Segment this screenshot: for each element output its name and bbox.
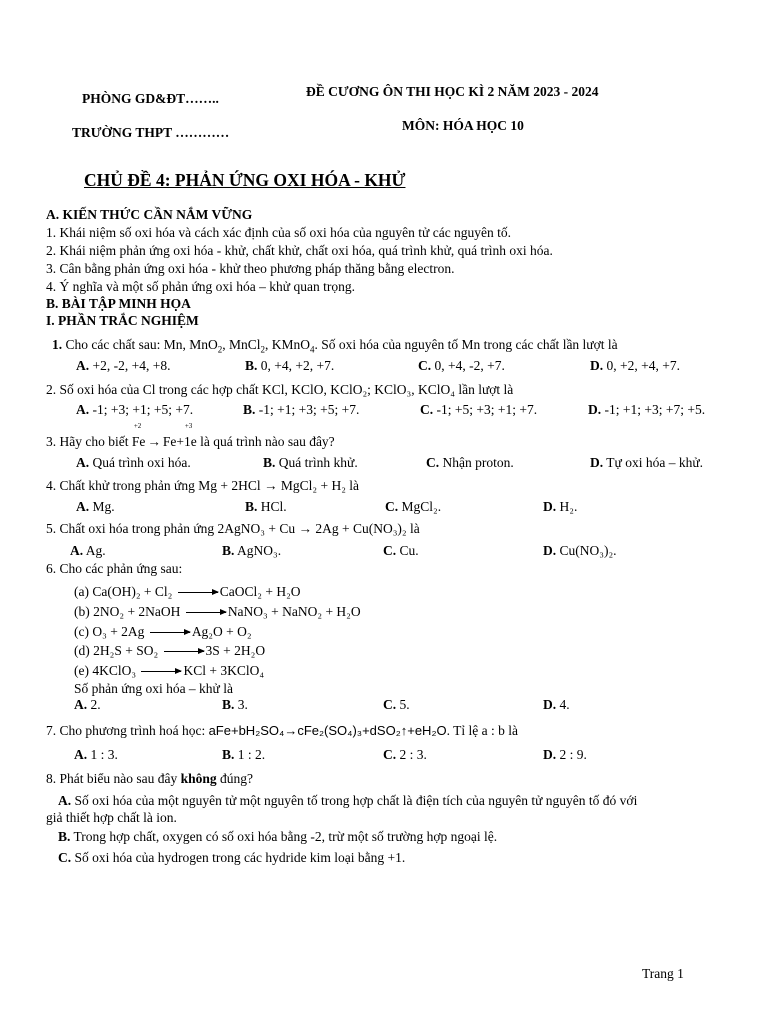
q3-option-b[interactable]: B. Quá trình khử. (263, 455, 358, 470)
topic-title: CHỦ ĐỀ 4: PHẢN ỨNG OXI HÓA - KHỬ (84, 170, 406, 190)
section-a-item: 2. Khái niệm phản ứng oxi hóa - khử, chất khử, chất oxi hóa, quá trình khử, quá trình oxi hóa. (46, 243, 553, 258)
arrow-icon (150, 632, 190, 633)
part-1-heading: I. PHẦN TRẮC NGHIỆM (46, 313, 199, 328)
q6-option-a[interactable]: A. 2. (74, 697, 101, 712)
question-1: 1. Cho các chất sau: Mn, MnO$_2$, MnCl$_2$, KMnO$_4$. Số oxi hóa của nguyên tố Mn trong các chất lần lượt là (52, 337, 618, 355)
q2-option-a[interactable]: A. -1; +3; +1; +5; +7. (76, 402, 194, 417)
section-b-heading: B. BÀI TẬP MINH HỌA (46, 296, 191, 311)
reaction-a: (a) Ca(OH)₂ + Cl₂ CaOCl₂ + H₂O (74, 584, 301, 599)
q4-option-b[interactable]: B. HCl. (245, 499, 287, 514)
question-8: 8. Phát biểu nào sau đây không đúng? (46, 771, 254, 786)
q3-option-c[interactable]: C. Nhận proton. (426, 455, 514, 470)
q7-option-d[interactable]: D. 2 : 9. (543, 747, 587, 762)
q6-option-d[interactable]: D. 4. (543, 697, 570, 712)
reaction-c: (c) O₃ + 2Ag Ag₂O + O₂ (74, 624, 252, 639)
arrow-icon (178, 592, 218, 593)
q5-option-b[interactable]: B. AgNO₃. (222, 543, 282, 558)
section-a-item: 3. Cân bằng phản ứng oxi hóa - khử theo phương pháp thăng bằng electron. (46, 261, 455, 276)
page-number: Trang 1 (642, 966, 684, 981)
q1-option-a[interactable]: A. +2, -2, +4, +8. (76, 358, 171, 373)
q6-option-b[interactable]: B. 3. (222, 697, 248, 712)
question-2: 2. Số oxi hóa của Cl trong các hợp chất KCl, KClO, KClO₂; KClO₃, KClO₄ lần lượt là (46, 382, 514, 397)
q3-option-a[interactable]: A. Quá trình oxi hóa. (76, 455, 191, 470)
q5-option-c[interactable]: C. Cu. (383, 543, 419, 558)
q6-option-c[interactable]: C. 5. (383, 697, 410, 712)
arrow-icon (164, 651, 204, 652)
question-6: 6. Cho các phản ứng sau: (46, 561, 183, 576)
section-a-heading: A. KIẾN THỨC CẦN NẮM VỮNG (46, 207, 253, 222)
q8-option-a[interactable]: A. Số oxi hóa của một nguyên tử một nguyên tố trong hợp chất là điện tích của nguyên tử nguyên tố đó với (58, 793, 638, 808)
arrow-icon (141, 671, 181, 672)
q8-option-c[interactable]: C. Số oxi hóa của hydrogen trong các hydride kim loại bằng +1. (58, 850, 406, 865)
section-a-item: 4. Ý nghĩa và một số phản ứng oxi hóa – khử quan trọng. (46, 279, 355, 294)
subject-label: MÔN: HÓA HỌC 10 (402, 118, 524, 133)
q4-option-a[interactable]: A. Mg. (76, 499, 115, 514)
department-label: PHÒNG GD&ĐT…….. (82, 91, 219, 106)
q8-option-a-cont: giả thiết hợp chất là ion. (46, 810, 177, 825)
q4-option-d[interactable]: D. H₂. (543, 499, 578, 514)
q7-option-b[interactable]: B. 1 : 2. (222, 747, 266, 762)
reaction-b: (b) 2NO₂ + 2NaOH NaNO₃ + NaNO₂ + H₂O (74, 604, 361, 619)
question-7: 7. Cho phương trình hoá học: aFe+bH₂SO₄→cFe₂(SO₄)₃+dSO₂↑+eH₂O. Tỉ lệ a : b là (46, 723, 518, 738)
q7-option-c[interactable]: C. 2 : 3. (383, 747, 427, 762)
reaction-d: (d) 2H₂S + SO₂ 3S + 2H₂O (74, 643, 266, 658)
school-label: TRƯỜNG THPT ………… (72, 125, 230, 140)
question-3: 3. Hãy cho biết +2 Fe → +3 Fe+1e là quá trình nào sau đây? (46, 422, 335, 449)
q4-option-c[interactable]: C. MgCl₂. (385, 499, 442, 514)
q7-equation: aFe+bH₂SO₄→cFe₂(SO₄)₃+dSO₂↑+eH₂O (208, 723, 447, 738)
q5-option-a[interactable]: A. Ag. (70, 543, 106, 558)
q8-option-b[interactable]: B. Trong hợp chất, oxygen có số oxi hóa bằng -2, trừ một số trường hợp ngoại lệ. (58, 829, 498, 844)
q1-option-d[interactable]: D. 0, +2, +4, +7. (590, 358, 680, 373)
q1-option-c[interactable]: C. 0, +4, -2, +7. (418, 358, 505, 373)
question-4: 4. Chất khử trong phản ứng Mg + 2HCl → MgCl₂ + H₂ là (46, 478, 360, 493)
q2-option-c[interactable]: C. -1; +5; +3; +1; +7. (420, 402, 538, 417)
arrow-icon (186, 612, 226, 613)
q3-option-d[interactable]: D. Tự oxi hóa – khử. (590, 455, 704, 470)
q5-option-d[interactable]: D. Cu(NO₃)₂. (543, 543, 617, 558)
q6-question: Số phản ứng oxi hóa – khử là (74, 681, 233, 696)
reaction-e: (e) 4KClO₃ KCl + 3KClO₄ (74, 663, 265, 678)
exam-title: ĐỀ CƯƠNG ÔN THI HỌC KÌ 2 NĂM 2023 - 2024 (306, 84, 599, 99)
q2-option-d[interactable]: D. -1; +1; +3; +7; +5. (588, 402, 706, 417)
q2-option-b[interactable]: B. -1; +1; +3; +5; +7. (243, 402, 360, 417)
q7-option-a[interactable]: A. 1 : 3. (74, 747, 118, 762)
q1-option-b[interactable]: B. 0, +4, +2, +7. (245, 358, 335, 373)
question-5: 5. Chất oxi hóa trong phản ứng 2AgNO₃ + Cu → 2Ag + Cu(NO₃)₂ là (46, 521, 420, 536)
section-a-item: 1. Khái niệm số oxi hóa và cách xác định của số oxi hóa của nguyên tử các nguyên tố. (46, 225, 512, 240)
